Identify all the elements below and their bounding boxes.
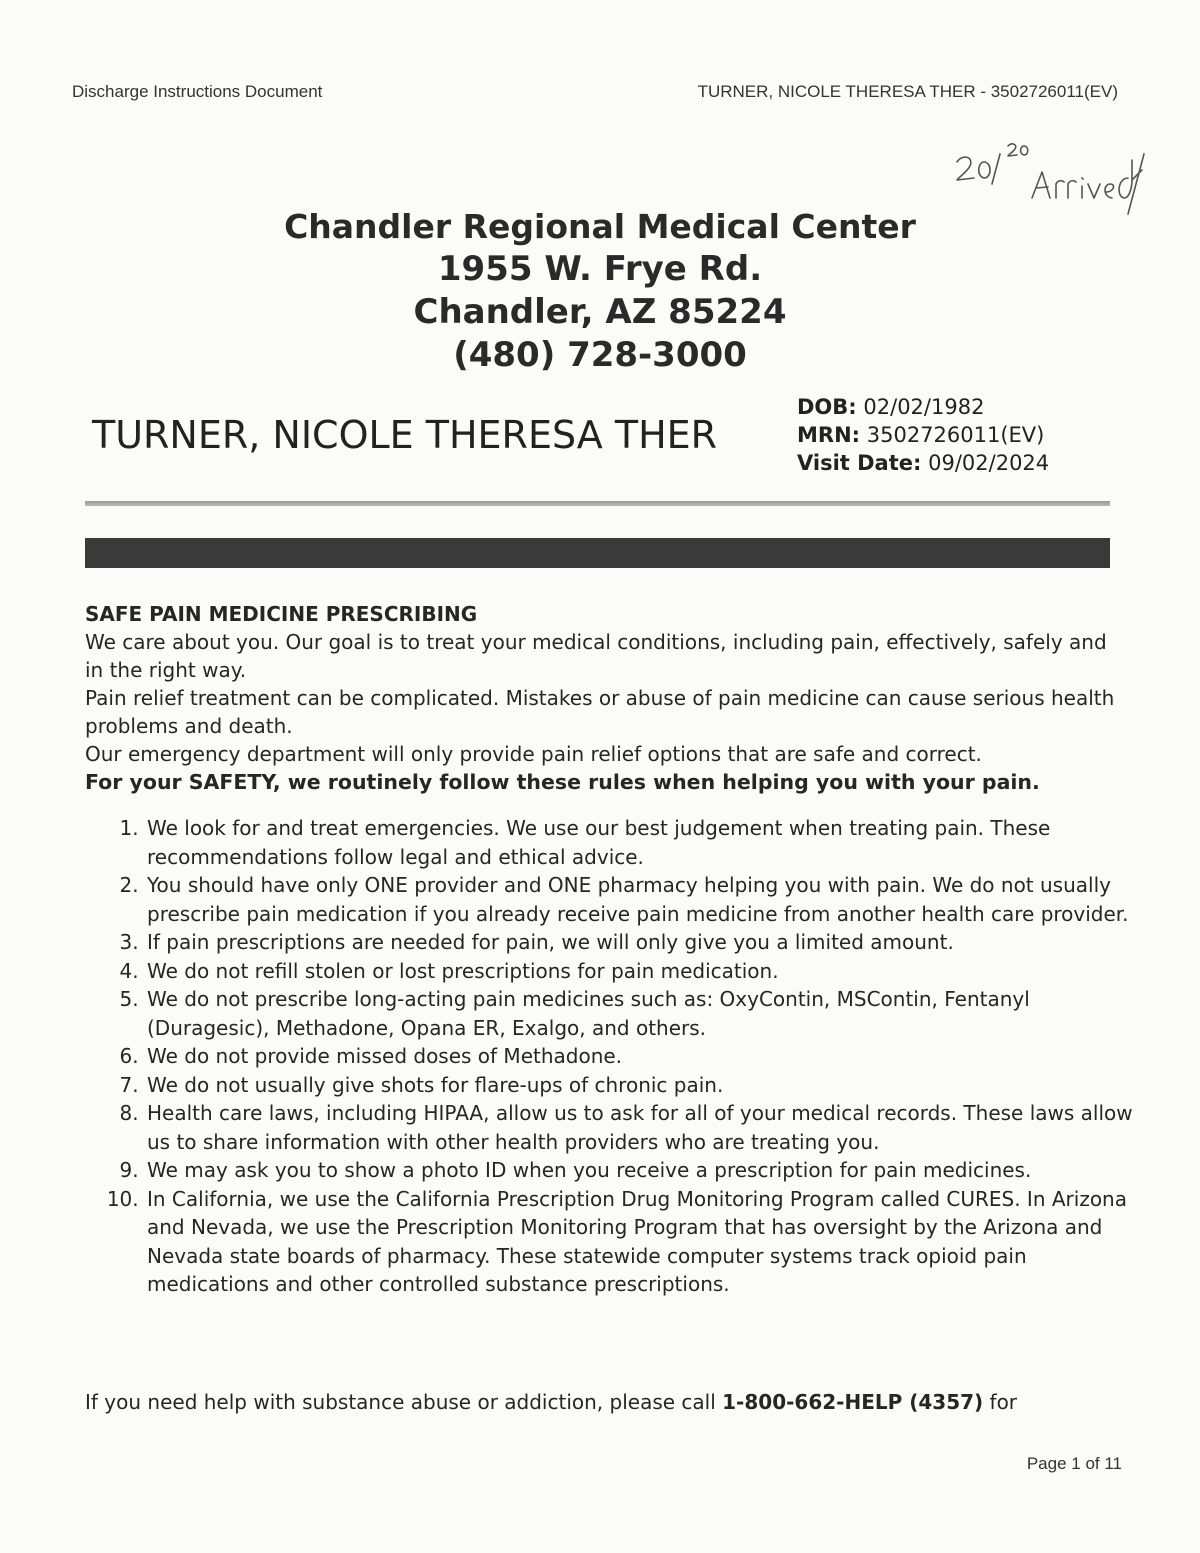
list-item: 6. We do not provide missed doses of Methadone.	[145, 1042, 1155, 1071]
dob-row	[797, 393, 1049, 421]
paragraph: Pain relief treatment can be complicated. Mistakes or abuse of pain medicine can cause serious health problems and death.	[85, 686, 1115, 738]
patient-reference-header: TURNER, NICOLE THERESA THER - 3502726011(EV)	[697, 82, 1118, 101]
section-title: SAFE PAIN MEDICINE PRESCRIBING	[85, 602, 478, 626]
help-line	[85, 1390, 1135, 1414]
section-safe-pain	[85, 600, 1133, 1299]
patient-meta	[797, 393, 1049, 477]
paragraph: Our emergency department will only provide pain relief options that are safe and correct.	[85, 742, 982, 766]
divider-bar	[85, 538, 1110, 568]
mrn-row	[797, 421, 1049, 449]
patient-name: TURNER, NICOLE THERESA THER	[92, 413, 718, 457]
dob-label: DOB:	[797, 395, 857, 419]
visit-date-value: 09/02/2024	[928, 451, 1050, 475]
facility-phone: (480) 728-3000	[453, 335, 747, 375]
facility-city: Chandler, AZ 85224	[413, 292, 787, 332]
list-item: 3. If pain prescriptions are needed for pain, we will only give you a limited amount.	[145, 928, 1155, 957]
list-item: 10. In California, we use the California Prescription Drug Monitoring Program called CURES. In Arizona and Nevada, we use the Prescription Monitoring Program that has oversight by the Arizona and Nevada state boards of pharmacy. These statewide computer systems track opioid pain medications and other controlled substance prescriptions.	[145, 1185, 1155, 1299]
list-item: 9. We may ask you to show a photo ID when you receive a prescription for pain medicines.	[145, 1156, 1155, 1185]
list-item: 8. Health care laws, including HIPAA, allow us to ask for all of your medical records. These laws allow us to share information with other health providers who are treating you.	[145, 1099, 1155, 1156]
list-item: 4. We do not refill stolen or lost prescriptions for pain medication.	[145, 957, 1155, 986]
visit-date-label: Visit Date:	[797, 451, 922, 475]
dob-value: 02/02/1982	[863, 395, 985, 419]
facility-street: 1955 W. Frye Rd.	[437, 249, 763, 289]
rules-list	[85, 814, 1155, 1299]
help-prefix: If you need help with substance abuse or addiction, please call	[85, 1390, 723, 1414]
list-item: 1. We look for and treat emergencies. We use our best judgement when treating pain. These recommendations follow legal and ethical advice.	[145, 814, 1155, 871]
visit-date-row	[797, 449, 1049, 477]
paragraph: We care about you. Our goal is to treat your medical conditions, including pain, effectively, safely and in the right way.	[85, 630, 1107, 682]
safety-statement: For your SAFETY, we routinely follow these rules when helping you with your pain.	[85, 770, 1040, 794]
page-number: Page 1 of 11	[1026, 1454, 1122, 1473]
mrn-label: MRN:	[797, 423, 861, 447]
list-item: 2. You should have only ONE provider and ONE pharmacy helping you with pain. We do not usually prescribe pain medication if you already receive pain medicine from another health care provider.	[145, 871, 1155, 928]
help-suffix: for	[983, 1390, 1018, 1414]
mrn-value: 3502726011(EV)	[866, 423, 1045, 447]
divider-thin	[85, 501, 1110, 506]
list-item: 5. We do not prescribe long-acting pain medicines such as: OxyContin, MSContin, Fentanyl (Duragesic), Methadone, Opana ER, Exalgo, and others.	[145, 985, 1155, 1042]
facility-block	[0, 205, 1200, 377]
list-item: 7. We do not usually give shots for flare-ups of chronic pain.	[145, 1071, 1155, 1100]
facility-name: Chandler Regional Medical Center	[284, 207, 916, 246]
help-phone-number: 1-800-662-HELP (4357)	[722, 1390, 984, 1414]
document-type-header: Discharge Instructions Document	[72, 82, 323, 101]
